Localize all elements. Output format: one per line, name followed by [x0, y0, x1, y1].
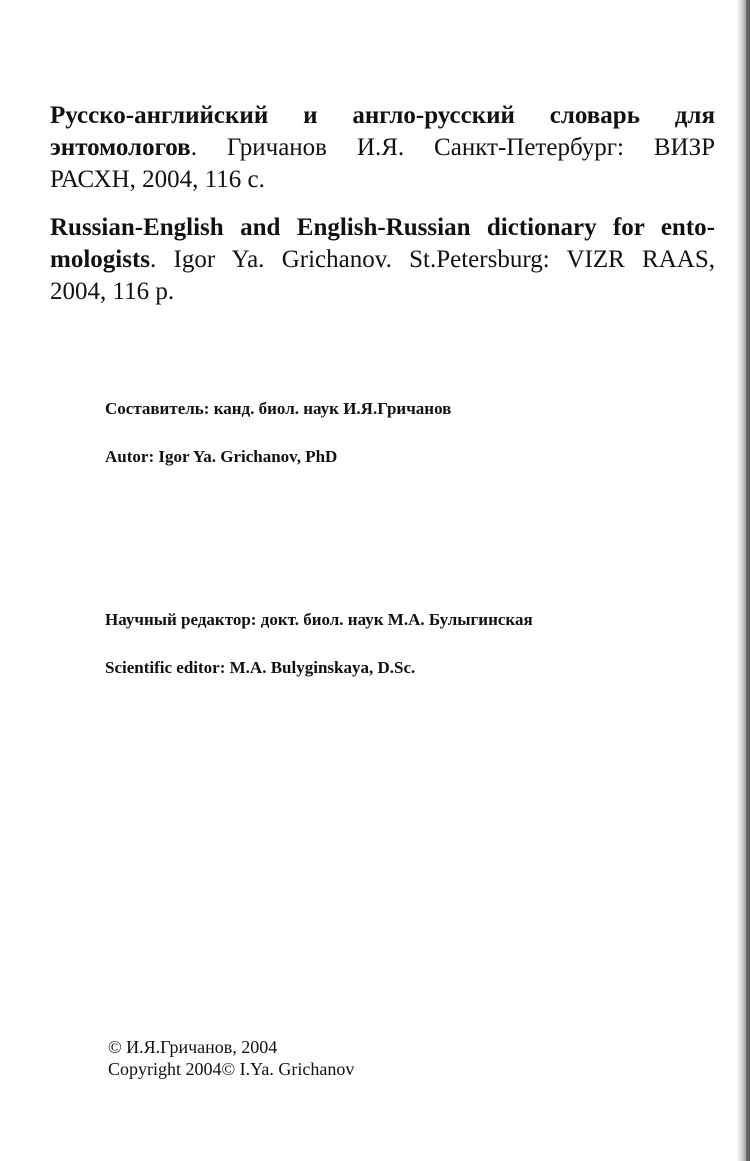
editor-credit-english: Scientific editor: M.A. Bulyginskaya, D.Sc.: [105, 658, 416, 677]
entry-en-line-2: [50, 244, 715, 276]
entry-ru-line-2: [50, 132, 715, 164]
entry-ru-line-3: РАСХН, 2004, 116 с.: [50, 166, 265, 193]
bibliographic-entry-english: [50, 212, 715, 308]
entry-ru-title-end: энтомологов: [50, 134, 191, 161]
entry-en-line-1: Russian-English and English-Russian dictionary for ento-: [50, 214, 715, 241]
bibliographic-entry-russian: [50, 100, 715, 196]
compiler-credit-english: Autor: Igor Ya. Grichanov, PhD: [105, 447, 338, 466]
copyright-russian: © И.Я.Гричанов, 2004: [108, 1037, 278, 1057]
entry-en-author-publisher: . Igor Ya. Grichanov. St.Petersburg: VIZR RAAS,: [150, 246, 715, 273]
entry-en-title-end: mologists: [50, 246, 150, 273]
compiler-credit-russian: Составитель: канд. биол. наук И.Я.Гричанов: [105, 399, 452, 418]
entry-ru-author-publisher: . Гричанов И.Я. Санкт-Петербург: ВИЗР: [190, 134, 715, 161]
entry-ru-line-1: Русско-английский и англо-русский словарь для: [50, 102, 715, 129]
copyright-english: Copyright 2004© I.Ya. Grichanov: [108, 1059, 355, 1079]
editor-credit-russian: Научный редактор: докт. биол. наук М.А. Булыгинская: [105, 610, 533, 629]
entry-en-line-3: 2004, 116 p.: [50, 278, 175, 305]
page-edge-line: [746, 0, 750, 1161]
